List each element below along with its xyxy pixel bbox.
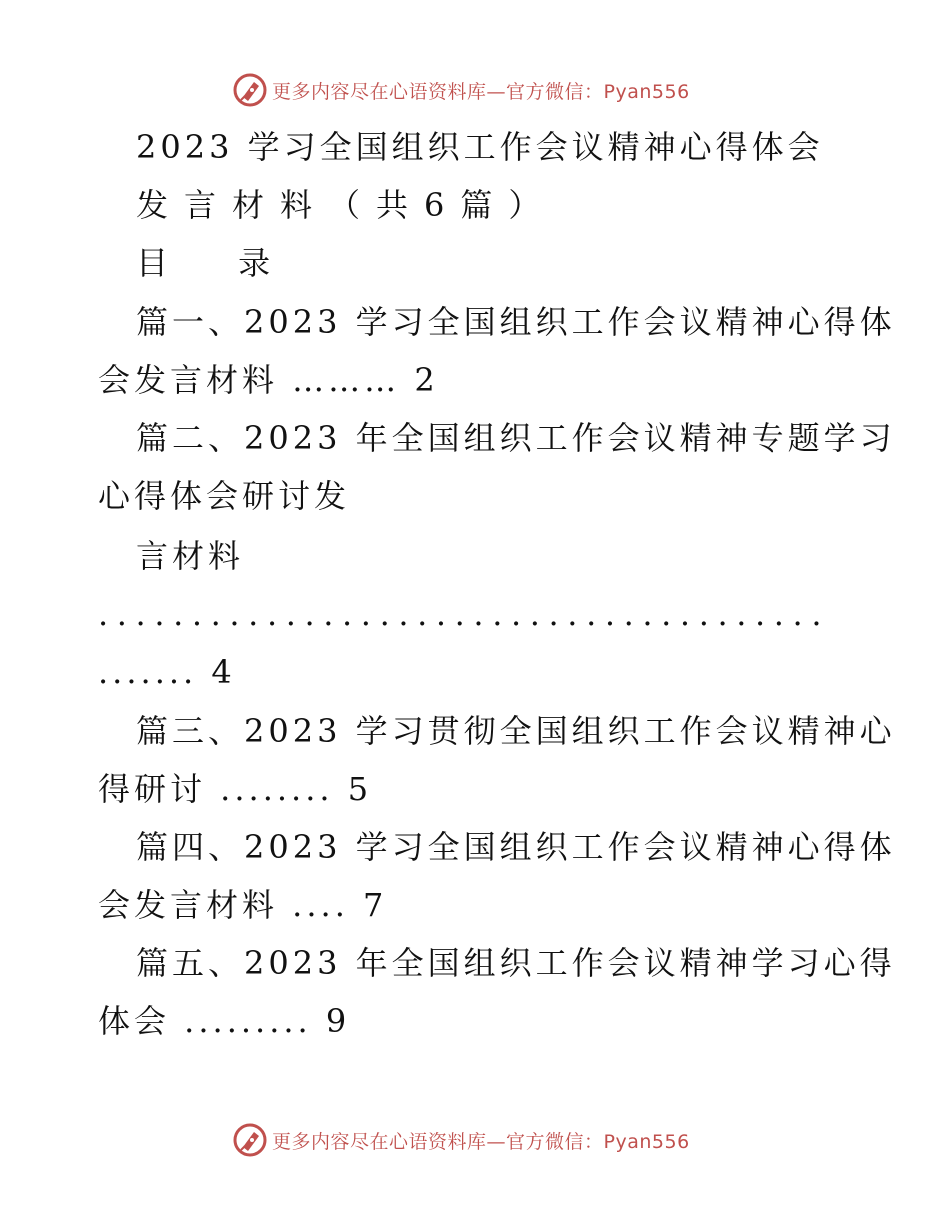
toc-entry-3-line2: 得研讨 ........ 5 bbox=[98, 770, 373, 808]
document-title: 2023 学习全国组织工作会议精神心得体会 bbox=[136, 128, 824, 166]
footer-watermark bbox=[232, 1120, 752, 1160]
toc-heading: 目 录 bbox=[136, 244, 301, 282]
toc-entry-2-line1: 篇二、2023 年全国组织工作会议精神专题学习 bbox=[136, 419, 896, 457]
toc-entry-3-line1: 篇三、2023 学习贯彻全国组织工作会议精神心 bbox=[136, 712, 896, 750]
toc-entry-2-line4: ....... 4 bbox=[98, 653, 236, 691]
header-watermark bbox=[232, 70, 752, 110]
toc-entry-2-line3: 言材料 bbox=[136, 537, 245, 575]
toc-entry-5-line2: 体会 ......... 9 bbox=[98, 1002, 351, 1040]
toc-entry-1-line2: 会发言材料 ……… 2 bbox=[98, 361, 439, 399]
watermark-text: 更多内容尽在心语资料库—官方微信：Pyan556 bbox=[272, 80, 690, 103]
pen-nib-logo-icon bbox=[232, 72, 268, 108]
toc-entry-1-line1: 篇一、2023 学习全国组织工作会议精神心得体 bbox=[136, 303, 896, 341]
toc-entry-4-line1: 篇四、2023 学习全国组织工作会议精神心得体 bbox=[136, 828, 896, 866]
watermark-text: 更多内容尽在心语资料库—官方微信：Pyan556 bbox=[272, 1130, 690, 1153]
toc-entry-2-line2: 心得体会研讨发 bbox=[98, 477, 351, 515]
pen-nib-logo-icon bbox=[232, 1122, 268, 1158]
toc-entry-5-line1: 篇五、2023 年全国组织工作会议精神学习心得 bbox=[136, 944, 896, 982]
toc-entry-4-line2: 会发言材料 .... 7 bbox=[98, 886, 388, 924]
document-subtitle: 发言材料（共6篇） bbox=[136, 186, 557, 224]
toc-entry-2-dots: ....................................... bbox=[98, 595, 831, 633]
